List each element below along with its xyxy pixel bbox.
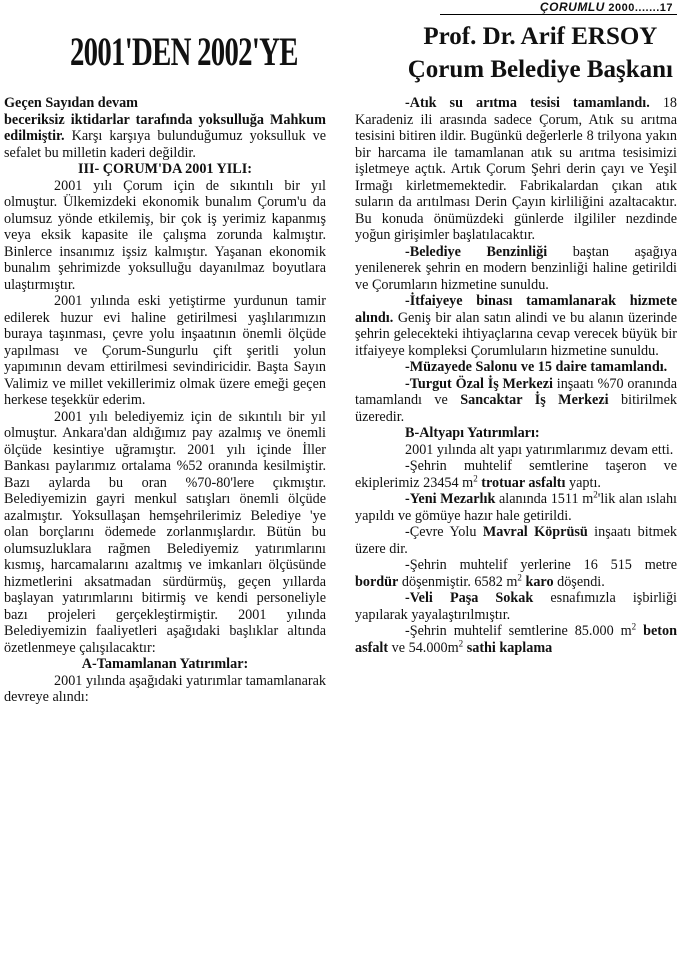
bold-phrase: karo xyxy=(521,573,554,590)
paragraph-text: baştan aşağıya yenilenerek şehrin en modern benzinliği haline getirildi ve Çorumların hizmetine sunuldu. xyxy=(355,243,677,293)
paragraph-text: Geniş bir alan satın alindi ve bu alanın üzerinde şehrin gelecekteki ihtiyaçlarına cevap verecek büyük bir itfaiyeye kompleksi Çorumluların hizmetine sunuldu. xyxy=(355,309,677,359)
paragraph: 2001 yılı belediyemiz için de sıkıntılı bir yıl olmuştur. Ankara'dan aldığımız pay azalmış ve önemli ölçüde kesintiye uğramıştır. 2001 yılı içinde İller Bankası paylarımız ortalama %52 oranında kesilmiştir. Bazı aylarda bu oran %70-80'lere çıkmıştır. Belediyemizin gayri menkul satışları önemli ölçüde azalmıştır. Yoksullaşan hemşehrilerimiz Belediye 'ye olan borçlarını ödemede zorlanmışlardır. Bütün bu olumsuzluklara rağmen Belediyemiz yatırımlarını kısmış, harcamalarını azaltmış ve imkanları ölçüsünde hizmetlerini aksatmadan sürdürmüş, geçen yıllarda başlayan yatırımlarını bitirmiş ve kendi personeliyle bazı projeleri gerçekleştirmiştir. 2001 yılında Belediyemizin faaliyetleri aşağıdaki başlıklar altında özetlenmeye çalışılacaktır: xyxy=(4,408,326,656)
paragraph xyxy=(355,293,677,359)
bold-phrase: -Veli Paşa Sokak xyxy=(405,590,534,606)
bold-phrase: -Yeni Mezarlık xyxy=(405,491,496,507)
paragraph: 2001 yılında eski yetiştirme yurdunun tamir edilerek huzur evi haline getirilmesi yaşlılarımızın buraya taşınması, çevre yolu inşaatının önemli ölçüde yapılması ve Çorum-Sungurlu çift şeritli yolun yapımının devam ettirilmesi sevindiricidir. Başta Sayın Valimiz ve millet vekillerimiz olmak üzere emeği geçen herkese teşekkür ederim. xyxy=(4,293,326,408)
paragraph-text: inşaatı bitmek üzere dir. xyxy=(355,524,677,557)
continued-note: Geçen Sayıdan devam xyxy=(4,95,138,111)
paragraph: -Müzayede Salonu ve 15 daire tamamlandı. xyxy=(405,359,668,375)
section-heading: B-Altyapı Yatırımları: xyxy=(405,425,540,441)
paragraph-text: alanında 1511 m xyxy=(495,491,594,507)
paragraph-text: döşendi. xyxy=(553,573,605,590)
header-divider xyxy=(440,14,677,15)
author-byline xyxy=(408,20,673,86)
paragraph-text: Karşı karşıya bulunduğumuz yoksulluk ve sefalet bu milletin kaderi değildir. xyxy=(4,128,326,161)
paragraph-text: -Şehrin muhtelif semtlerine taşeron ve ekiplerimiz 23454 m xyxy=(355,458,677,491)
superscript: 2 xyxy=(473,472,478,483)
bold-phrase: -İtfaiyeye binası tamamlanarak hizmete alındı. xyxy=(355,293,677,326)
paragraph-text: yaptı. xyxy=(565,474,601,491)
paragraph-text: -Şehrin muhtelif yerlerine 16 515 metre xyxy=(405,557,677,573)
bold-phrase: -Belediye Benzinliği xyxy=(405,243,548,260)
section-heading: III- ÇORUM'DA 2001 YILI: xyxy=(77,161,253,177)
superscript: 2 xyxy=(517,571,522,582)
newspaper-brand: ÇORUMLU xyxy=(540,0,605,14)
paragraph-text: esnafımızla işbirliği yapılarak yayalaştırılmıştır. xyxy=(355,590,677,623)
paragraph xyxy=(4,112,326,162)
paragraph-text: bitirilmek üzeredir. xyxy=(355,392,677,425)
bold-phrase: Sancaktar İş Merkezi xyxy=(460,392,609,408)
superscript: 2 xyxy=(458,637,464,648)
paragraph xyxy=(355,95,677,244)
paragraph xyxy=(355,458,677,491)
paragraph-text: inşaatı %70 oranında tamamlandı ve xyxy=(355,375,677,408)
paragraph xyxy=(355,524,677,557)
paragraph: 2001 yılı Çorum için de sıkıntılı bir yıl olmuştur. Ülkemizdeki ekonomik bunalım Çorum'u da olumsuz yönde etkilemiş, bir çok iş yerimiz kapanmış veya eksik kapasite ile çalışma zorunda kalmıştır. Binlerce insanımız işsiz kalmıştır. Yaşanan ekonomik bunalım şehrimizde yoksulluğu dayanılmaz boyutlara ulaştırmıştır. xyxy=(4,177,326,293)
paragraph-text: döşenmiştir. 6582 m xyxy=(398,573,518,590)
bold-phrase: beton asfalt xyxy=(355,623,677,656)
paragraph xyxy=(355,557,677,590)
paragraph xyxy=(355,244,677,294)
paragraph xyxy=(355,623,677,656)
issue-page-number: 2000.......17 xyxy=(608,2,673,14)
bold-phrase: -Turgut Özal İş Merkezi xyxy=(405,375,553,392)
paragraph-text: 'lik alan ıslahı yapıldı ve gömüye hazır hale getirildi. xyxy=(355,491,677,524)
bold-phrase: trotuar asfaltı xyxy=(477,474,566,491)
paragraph-text: -Çevre Yolu xyxy=(405,524,483,540)
newspaper-header xyxy=(540,0,673,14)
bold-phrase: beceriksiz iktidarlar tarafında yoksulluğa Mahkum edilmiştir. xyxy=(4,111,326,144)
bold-phrase: Mavral Köprüsü xyxy=(482,524,588,540)
bold-phrase: sathi kaplama xyxy=(463,639,553,656)
bold-phrase: -Atık su arıtma tesisi tamamlandı. xyxy=(405,95,650,111)
paragraph-text: ve 54.000m xyxy=(388,639,459,656)
paragraph: 2001 yılında aşağıdaki yatırımlar tamamlanarak devreye alındı: xyxy=(4,672,326,705)
paragraph xyxy=(355,590,677,623)
article-column-right xyxy=(355,95,677,965)
author-title: Çorum Belediye Başkanı xyxy=(407,56,673,83)
bold-phrase: bordür xyxy=(355,573,399,590)
author-name: Prof. Dr. Arif ERSOY xyxy=(423,23,658,50)
paragraph xyxy=(355,491,677,524)
superscript: 2 xyxy=(593,489,598,500)
article-headline: 2001'DEN 2002'YE xyxy=(70,29,298,74)
paragraph: 2001 yılında alt yapı yatırımlarımız devam etti. xyxy=(405,441,674,458)
paragraph-text: -Şehrin muhtelif semtlerine 85.000 m xyxy=(405,623,632,639)
paragraph xyxy=(355,376,677,426)
article-column-left xyxy=(4,95,326,965)
section-heading: A-Tamamlanan Yatırımlar: xyxy=(81,656,249,672)
superscript: 2 xyxy=(631,621,637,632)
paragraph-text: 18 Karadeniz ili arasında sadece Çorum, Atık su arıtma tesisini bitiren ildir. Bugünkü değerlerle 8 trilyona yakın bir harcama ile tamamlanan atık su arıtma tesisimizi işletmeye açtık. Artık Çorum Şehri derin çayı ve Yeşil Irmağı kirletmemektedir. Fabrikalardan çıkan atık suların da arıtılması Derin Çayın kirliliğini azaltacaktır. Bu konuda önümüzdeki günlerde ilgililer nezdinde yoğun girişimler başlatılacaktır. xyxy=(355,95,677,243)
